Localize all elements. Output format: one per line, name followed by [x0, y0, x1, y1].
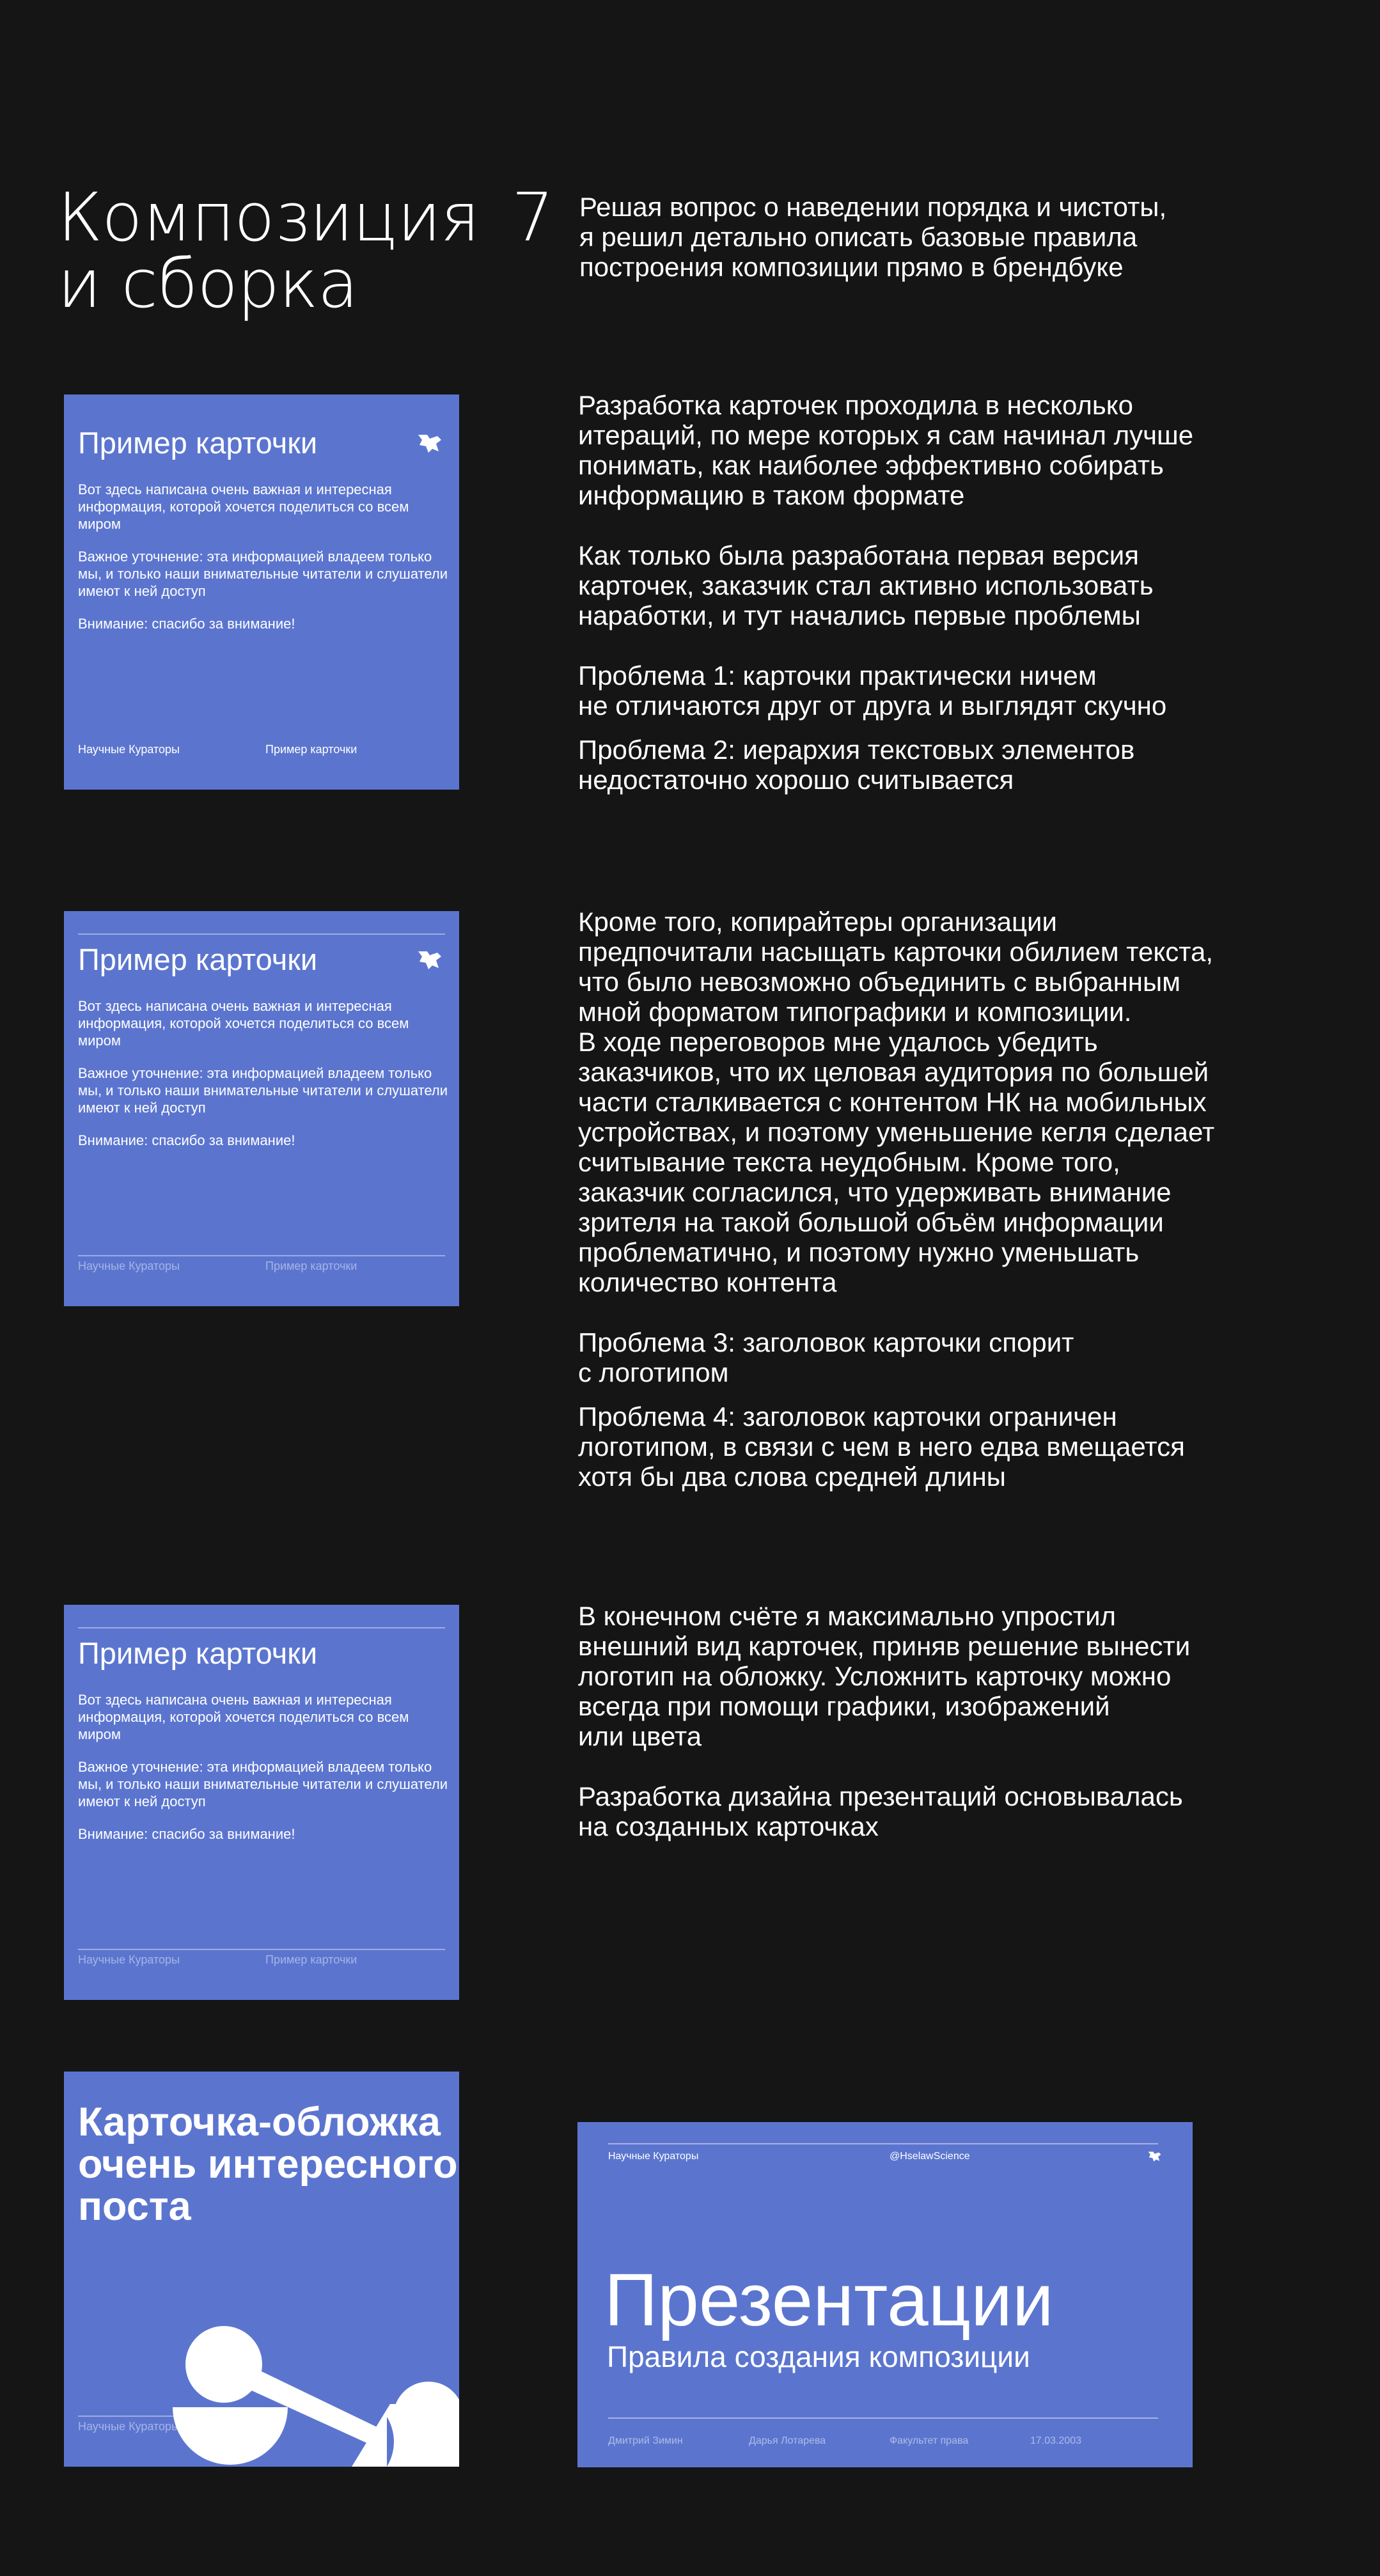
intro-text — [579, 192, 1219, 282]
card-body-text-2: Важное уточнение: эта информацией владеем только мы, и только наши внимательные читатели и слушатели имеют к ней доступ — [78, 1065, 448, 1116]
card-title: Пример карточки — [78, 942, 318, 976]
slide-top-divider — [608, 2143, 1158, 2144]
slide-top-right: @HselawScience — [890, 2151, 970, 2162]
card-footer-right: Пример карточки — [265, 1260, 357, 1272]
logo-icon — [413, 430, 445, 455]
page-title-line-2: и сборка — [58, 245, 358, 323]
card-footer-left: Научные Кураторы — [78, 1260, 180, 1272]
section-2-paragraph-1: Кроме того, копирайтеры организации предпочитали насыщать карточки обилием текста, что было невозможно объединить с выбранным мной форматом типографики и композиции. В ходе переговоров мне удалось убедить заказчиков, что их целовая аудитория по большей части сталкивается с контентом НК на мобильных устройствах, и поэтому уменьшение кегля сделает считывание текста неудобным. Кроме того, заказчик согласился, что удерживать внимание зрителя на такой большой объём информации проблематично, и поэтому нужно уменьшать количество контента — [578, 907, 1215, 1297]
card-title: Пример карточки — [78, 426, 318, 460]
card-footer-right: Пример карточки — [265, 743, 357, 756]
card-bottom-divider — [78, 1255, 445, 1256]
logo-graphic-icon — [64, 2072, 459, 2467]
slide-title: Презентации — [604, 2258, 1054, 2341]
section-1-text — [578, 390, 1224, 795]
card-body-text-1: Вот здесь написана очень важная и интересная информация, которой хочется поделиться со всем миром — [78, 1692, 409, 1742]
card-body — [78, 1691, 449, 1858]
cover-card — [64, 2072, 459, 2467]
card-example-3 — [64, 1605, 459, 2000]
logo-icon — [1145, 2149, 1163, 2163]
card-title: Пример карточки — [78, 1636, 318, 1670]
card-body-text-3: Внимание: спасибо за внимание! — [78, 1132, 295, 1148]
section-3-paragraph-1: В конечном счёте я максимально упростил внешний вид карточек, приняв решение вынести логотип на обложку. Усложнить карточку можно всегда при помощи графики, изображений или цвета — [578, 1601, 1191, 1751]
card-body-text-3: Внимание: спасибо за внимание! — [78, 1826, 295, 1842]
section-1-paragraph-2: Как только была разработана первая версия карточек, заказчик стал активно использовать наработки, и тут начались первые проблемы — [578, 540, 1154, 630]
card-footer-left: Научные Кураторы — [78, 743, 180, 756]
card-body-text-1: Вот здесь написана очень важная и интересная информация, которой хочется поделиться со всем миром — [78, 998, 409, 1049]
intro-paragraph: Решая вопрос о наведении порядка и чистоты, я решил детально описать базовые правила построения композиции прямо в брендбуке — [579, 192, 1167, 282]
cover-footer-left: Научные Кураторы — [78, 2420, 180, 2433]
card-footer-left: Научные Кураторы — [78, 1953, 180, 1966]
section-1-problem-2: Проблема 2: иерархия текстовых элементов недостаточно хорошо считывается — [578, 735, 1135, 795]
card-body-text-3: Внимание: спасибо за внимание! — [78, 616, 295, 632]
section-2-text — [578, 907, 1224, 1492]
slide-bottom-divider — [608, 2417, 1158, 2419]
section-2-problem-3: Проблема 3: заголовок карточки спорит с логотипом — [578, 1327, 1074, 1387]
card-footer-right: Пример карточки — [265, 1953, 357, 1966]
logo-icon — [413, 946, 445, 972]
section-2-problem-4: Проблема 4: заголовок карточки ограничен логотипом, в связи с чем в него едва вмещается хотя бы два слова средней длины — [578, 1401, 1185, 1492]
card-top-divider — [78, 1627, 445, 1628]
section-3-text — [578, 1601, 1224, 1841]
card-top-divider — [78, 933, 445, 935]
card-body — [78, 997, 449, 1164]
page-number: 7 — [512, 178, 554, 256]
card-body-text-2: Важное уточнение: эта информацией владеем только мы, и только наши внимательные читатели и слушатели имеют к ней доступ — [78, 549, 448, 599]
page-title-line-1: Композиция — [58, 178, 480, 256]
slide-footer-author-2: Дарья Лотарева — [749, 2435, 826, 2446]
slide-subtitle: Правила создания композиции — [607, 2340, 1030, 2373]
page-title — [58, 178, 505, 323]
card-example-1 — [64, 394, 459, 790]
slide-footer-date: 17.03.2003 — [1030, 2435, 1082, 2446]
section-1-paragraph-1: Разработка карточек проходила в несколько итераций, по мере которых я сам начинал лучше понимать, как наиболее эффективно собирать информацию в таком формате — [578, 390, 1194, 510]
slide-footer-author-1: Дмитрий Зимин — [608, 2435, 683, 2446]
slide-top-left: Научные Кураторы — [608, 2151, 699, 2162]
section-1-problem-1: Проблема 1: карточки практически ничем не отличаются друг от друга и выглядят скучно — [578, 660, 1167, 721]
section-3-paragraph-2: Разработка дизайна презентаций основывалась на созданных карточках — [578, 1781, 1183, 1841]
presentation-slide — [577, 2122, 1193, 2467]
card-body-text-2: Важное уточнение: эта информацией владеем только мы, и только наши внимательные читатели и слушатели имеют к ней доступ — [78, 1759, 448, 1809]
card-body — [78, 481, 449, 648]
cover-bottom-divider — [78, 2416, 283, 2417]
card-bottom-divider — [78, 1949, 445, 1950]
card-body-text-1: Вот здесь написана очень важная и интересная информация, которой хочется поделиться со всем миром — [78, 481, 409, 532]
card-example-2 — [64, 911, 459, 1306]
slide-footer-faculty: Факультет права — [890, 2435, 969, 2446]
cover-title: Карточка-обложка очень интересного поста — [78, 2100, 458, 2229]
